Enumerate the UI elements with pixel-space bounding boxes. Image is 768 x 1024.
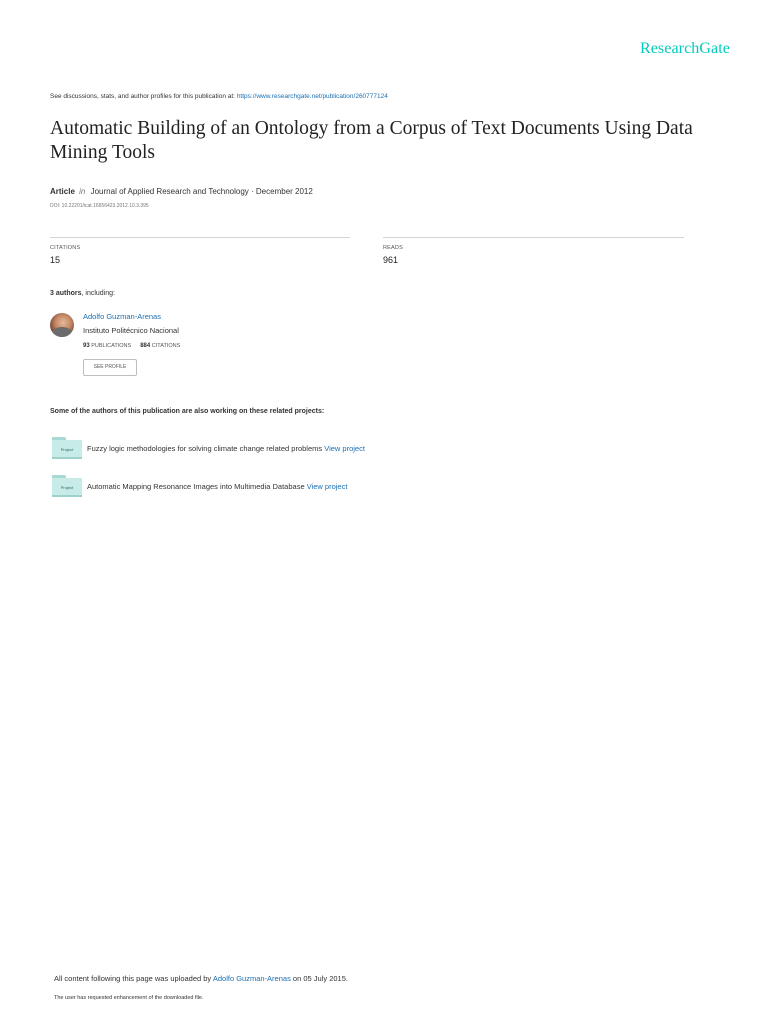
view-project-link[interactable]: View project — [306, 482, 348, 491]
reads-value: 961 — [383, 255, 399, 265]
project-item — [87, 482, 347, 491]
doi: DOI: 10.22201/icat.16656423.2012.10.3.395 — [50, 203, 149, 209]
upload-prefix: All content following this page was uploaded by — [54, 974, 212, 983]
citations-label: CITATIONS — [50, 245, 81, 251]
project-folder-icon — [52, 475, 82, 497]
researchgate-logo[interactable]: ResearchGate — [639, 40, 730, 57]
project-icon-label: Project — [60, 447, 74, 452]
uploader-link[interactable]: Adolfo Guzman-Arenas — [212, 974, 291, 983]
authors-count: 3 authors — [50, 290, 82, 297]
journal-info: Journal of Applied Research and Technology · December 2012 — [90, 187, 313, 196]
project-title: Fuzzy logic methodologies for solving climate change related problems — [87, 444, 323, 453]
view-project-link[interactable]: View project — [324, 444, 365, 453]
author-publications-label: PUBLICATIONS — [91, 343, 132, 349]
see-discussions-line — [50, 93, 388, 100]
author-publications-count: 93 — [83, 343, 90, 349]
publication-title: Automatic Building of an Ontology from a Corpus of Text Documents Using Data Mining Tools — [50, 118, 693, 163]
reads-divider — [383, 237, 684, 238]
see-profile-button[interactable]: SEE PROFILE — [83, 359, 137, 376]
author-citations-label: CITATIONS — [151, 343, 181, 349]
author-name-link[interactable]: Adolfo Guzman-Arenas — [83, 312, 161, 321]
project-folder-icon — [52, 437, 82, 459]
publication-url-link[interactable]: https://www.researchgate.net/publication/260777124 — [236, 93, 388, 100]
related-projects-heading: Some of the authors of this publication are also working on these related projects: — [50, 408, 325, 415]
authors-heading — [50, 290, 115, 297]
author-institution: Instituto Politécnico Nacional — [83, 326, 179, 335]
upload-suffix: on 05 July 2015. — [292, 974, 348, 983]
author-stats — [83, 343, 180, 349]
project-icon-label: Project — [60, 485, 74, 490]
citations-value: 15 — [50, 255, 61, 265]
publication-meta — [50, 187, 313, 196]
publication-type: Article — [50, 187, 75, 196]
see-discussions-text: See discussions, stats, and author profiles for this publication at: — [50, 93, 235, 100]
citations-divider — [50, 237, 350, 238]
enhancement-note: The user has requested enhancement of the downloaded file. — [54, 995, 204, 1001]
project-title: Automatic Mapping Resonance Images into Multimedia Database — [87, 482, 305, 491]
author-citations-count: 884 — [140, 343, 151, 349]
project-item — [87, 444, 365, 453]
reads-label: READS — [383, 245, 403, 251]
in-word: in — [79, 187, 86, 196]
authors-suffix: , including: — [81, 290, 115, 297]
author-avatar[interactable] — [50, 313, 74, 337]
upload-notice — [54, 974, 348, 983]
